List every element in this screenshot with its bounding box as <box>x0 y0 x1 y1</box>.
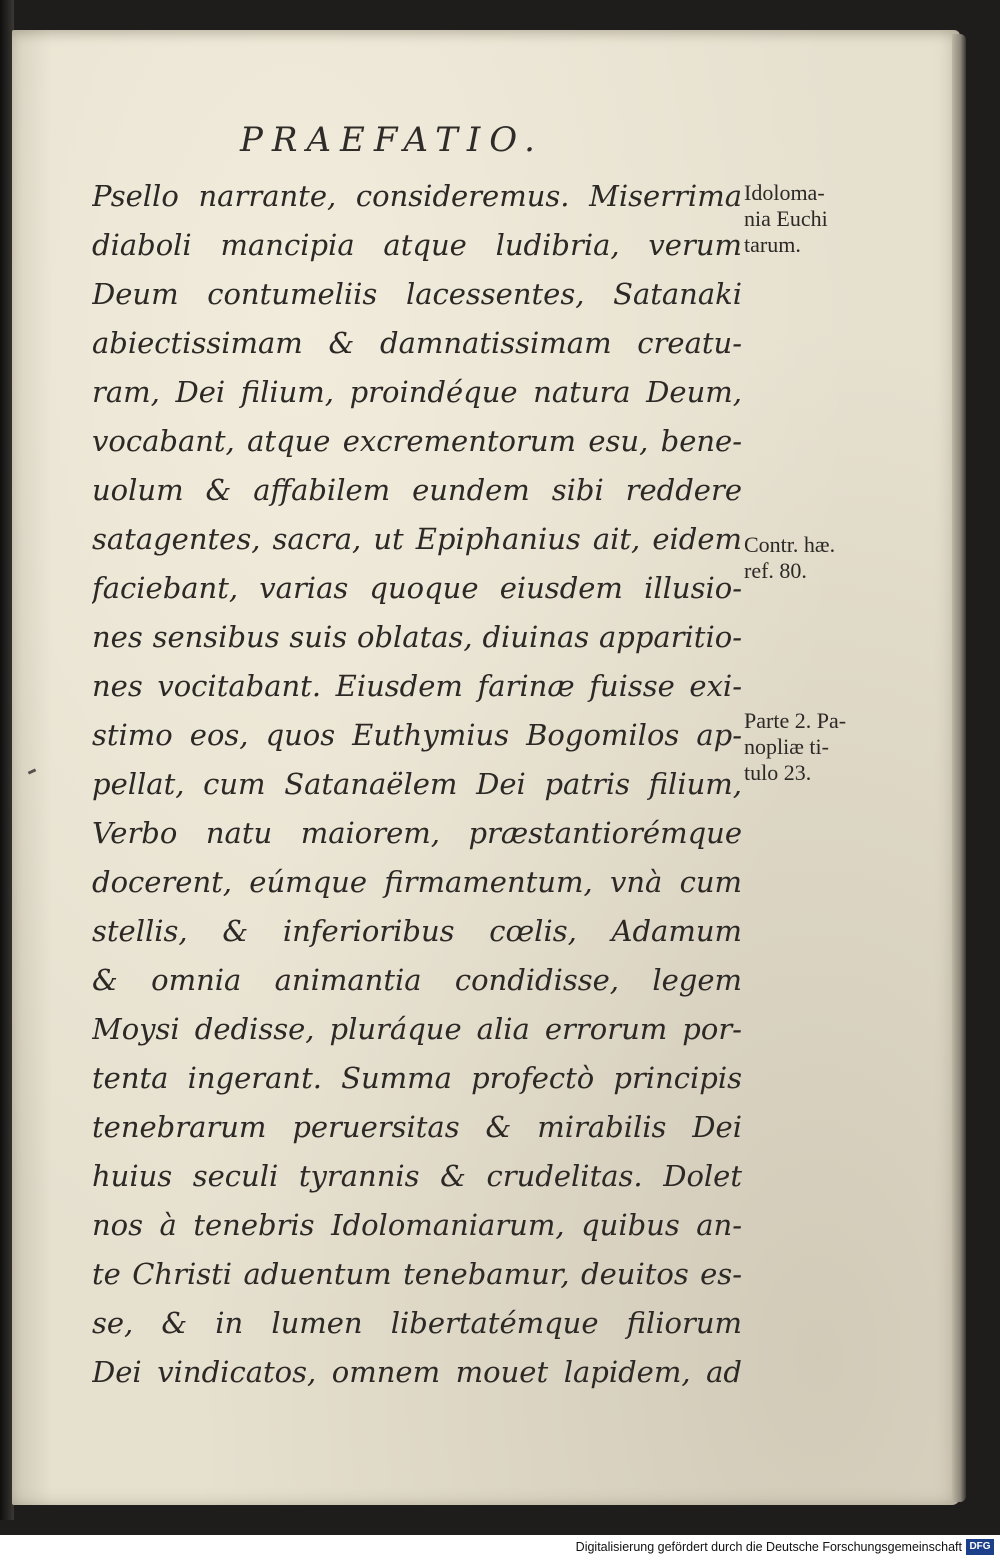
margin-note-line: nopliæ ti- <box>744 734 829 759</box>
text-line: se, & in lumen libertatémque filiorum <box>92 1306 742 1340</box>
margin-note <box>744 180 828 258</box>
text-line: ram, Dei filium, proindéque natura Deum, <box>92 375 742 409</box>
text-line: diaboli mancipia atque ludibria, verum <box>92 228 742 262</box>
text-line: abiectissimam & damnatissimam creatu- <box>92 326 742 360</box>
text-line: vocabant, atque excrementorum esu, bene- <box>92 424 742 458</box>
text-line: Verbo natu maiorem, præstantiorémque <box>92 816 742 850</box>
text-line: nes vocitabant. Eiusdem farinæ fuisse exi- <box>92 669 742 703</box>
margin-note-line: tulo 23. <box>744 760 812 785</box>
text-line: huius seculi tyrannis & crudelitas. Dolet <box>92 1159 742 1193</box>
running-head: PRAEFATIO. <box>240 120 544 160</box>
footer-bar <box>0 1535 1000 1560</box>
text-line: faciebant, varias quoque eiusdem illusio- <box>92 571 742 605</box>
text-line: nes sensibus suis oblatas, diuinas apparitio- <box>92 620 742 654</box>
margin-note-line: tarum. <box>744 232 801 257</box>
funding-credit: Digitalisierung gefördert durch die Deutsche Forschungsgemeinschaft <box>575 1540 962 1554</box>
text-line: uolum & affabilem eundem sibi reddere <box>92 473 742 507</box>
margin-note <box>744 708 846 786</box>
text-line: te Christi aduentum tenebamur, deuitos es- <box>92 1257 742 1291</box>
margin-note-line: ref. 80. <box>744 558 807 583</box>
text-line: satagentes, sacra, ut Epiphanius ait, eidem <box>92 522 742 556</box>
text-line: nos à tenebris Idolomaniarum, quibus an- <box>92 1208 742 1242</box>
text-line: Moysi dedisse, pluráque alia errorum por- <box>92 1012 742 1046</box>
margin-note-line: Parte 2. Pa- <box>744 708 847 733</box>
text-line: tenta ingerant. Summa profectò principis <box>92 1061 742 1095</box>
margin-note-line: nia Euchi <box>744 206 828 231</box>
text-line: pellat, cum Satanaëlem Dei patris filium, <box>92 767 742 801</box>
text-line: stimo eos, quos Euthymius Bogomilos ap- <box>92 718 742 752</box>
text-line: tenebrarum peruersitas & mirabilis Dei <box>92 1110 742 1144</box>
page-fore-edge <box>952 34 966 1502</box>
margin-note-line: Idoloma- <box>744 180 825 205</box>
margin-note <box>744 532 835 584</box>
text-line: Dei vindicatos, omnem mouet lapidem, ad <box>92 1355 742 1389</box>
text-line: docerent, eúmque firmamentum, vnà cum <box>92 865 742 899</box>
text-line: Psello narrante, consideremus. Miserrima <box>92 179 742 213</box>
dfg-logo: DFG <box>966 1539 994 1555</box>
body-text <box>92 172 742 1397</box>
margin-note-line: Contr. hæ. <box>744 532 836 557</box>
text-line: & omnia animantia condidisse, legem <box>92 963 742 997</box>
text-line: stellis, & inferioribus cœlis, Adamum <box>92 914 742 948</box>
text-line: Deum contumeliis lacessentes, Satanaki <box>92 277 742 311</box>
